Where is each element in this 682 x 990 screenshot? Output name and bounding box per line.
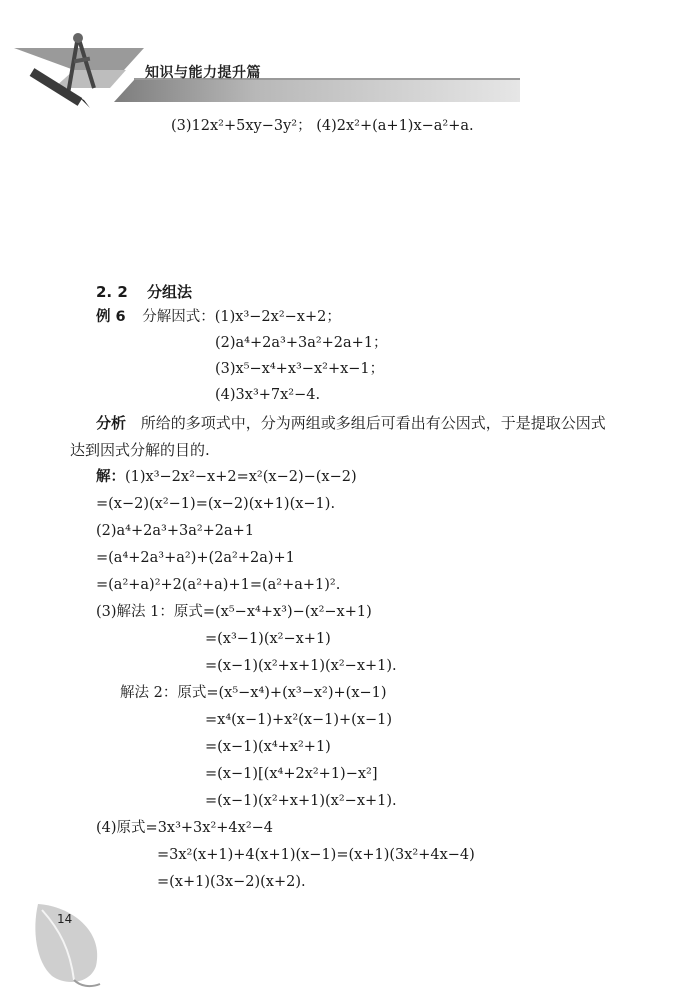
solution-line: =(a⁴+2a³+a²)+(2a²+2a)+1 <box>96 550 295 566</box>
solution-line: (2)a⁴+2a³+3a²+2a+1 <box>96 523 255 539</box>
solution-line: =(x−1)(x²+x+1)(x²−x+1). <box>205 658 397 674</box>
analysis-label: 分析 <box>96 414 127 432</box>
solution-line: =(x−1)(x⁴+x²+1) <box>205 739 331 755</box>
solution-line <box>96 467 357 487</box>
example-label: 例 6 <box>96 309 126 325</box>
solution-line: =(x+1)(3x−2)(x+2). <box>157 874 306 890</box>
solution-line: =(x−1)(x²+x+1)(x²−x+1). <box>205 793 397 809</box>
section-heading <box>96 281 192 302</box>
example-prompt: 分解因式：(1)x³−2x²−x+2； <box>142 309 341 325</box>
exercise-line: (3)12x²+5xy−3y²； (4)2x²+(a+1)x−a²+a. <box>171 118 474 134</box>
page-number: 14 <box>57 912 73 926</box>
solution-label: 解： <box>96 469 125 485</box>
solution-line: (4)原式=3x³+3x²+4x²−4 <box>96 820 274 836</box>
compass-pencil-icon <box>28 28 108 110</box>
solution-line: =(x³−1)(x²−x+1) <box>205 631 331 647</box>
solution-line: =x⁴(x−1)+x²(x−1)+(x−1) <box>205 712 393 728</box>
example-heading <box>96 307 341 327</box>
header-title: 知识与能力提升篇 <box>145 65 261 81</box>
solution-line: =3x²(x+1)+4(x+1)(x−1)=(x+1)(3x²+4x−4) <box>157 847 475 863</box>
example-item: (2)a⁴+2a³+3a²+2a+1； <box>215 335 388 351</box>
analysis-text: 所给的多项式中，分为两组或多组后可看出有公因式，于是提取公因式达到因式分解的目的. <box>70 414 606 459</box>
section-title: 分组法 <box>147 283 193 301</box>
solution-line: =(a²+a)²+2(a²+a)+1=(a²+a+1)². <box>96 577 341 593</box>
example-item: (3)x⁵−x⁴+x³−x²+x−1； <box>215 361 385 377</box>
example-item: (4)3x³+7x²−4. <box>215 387 321 403</box>
section-number: 2. 2 <box>96 283 128 301</box>
solution-line: 解法 2：原式=(x⁵−x⁴)+(x³−x²)+(x−1) <box>120 685 387 701</box>
solution-text: (1)x³−2x²−x+2=x²(x−2)−(x−2) <box>125 469 357 485</box>
analysis-paragraph <box>70 410 610 464</box>
solution-line: =(x−1)[(x⁴+2x²+1)−x²] <box>205 766 378 782</box>
solution-line: =(x−2)(x²−1)=(x−2)(x+1)(x−1). <box>96 496 336 512</box>
solution-line: (3)解法 1：原式=(x⁵−x⁴+x³)−(x²−x+1) <box>96 604 372 620</box>
